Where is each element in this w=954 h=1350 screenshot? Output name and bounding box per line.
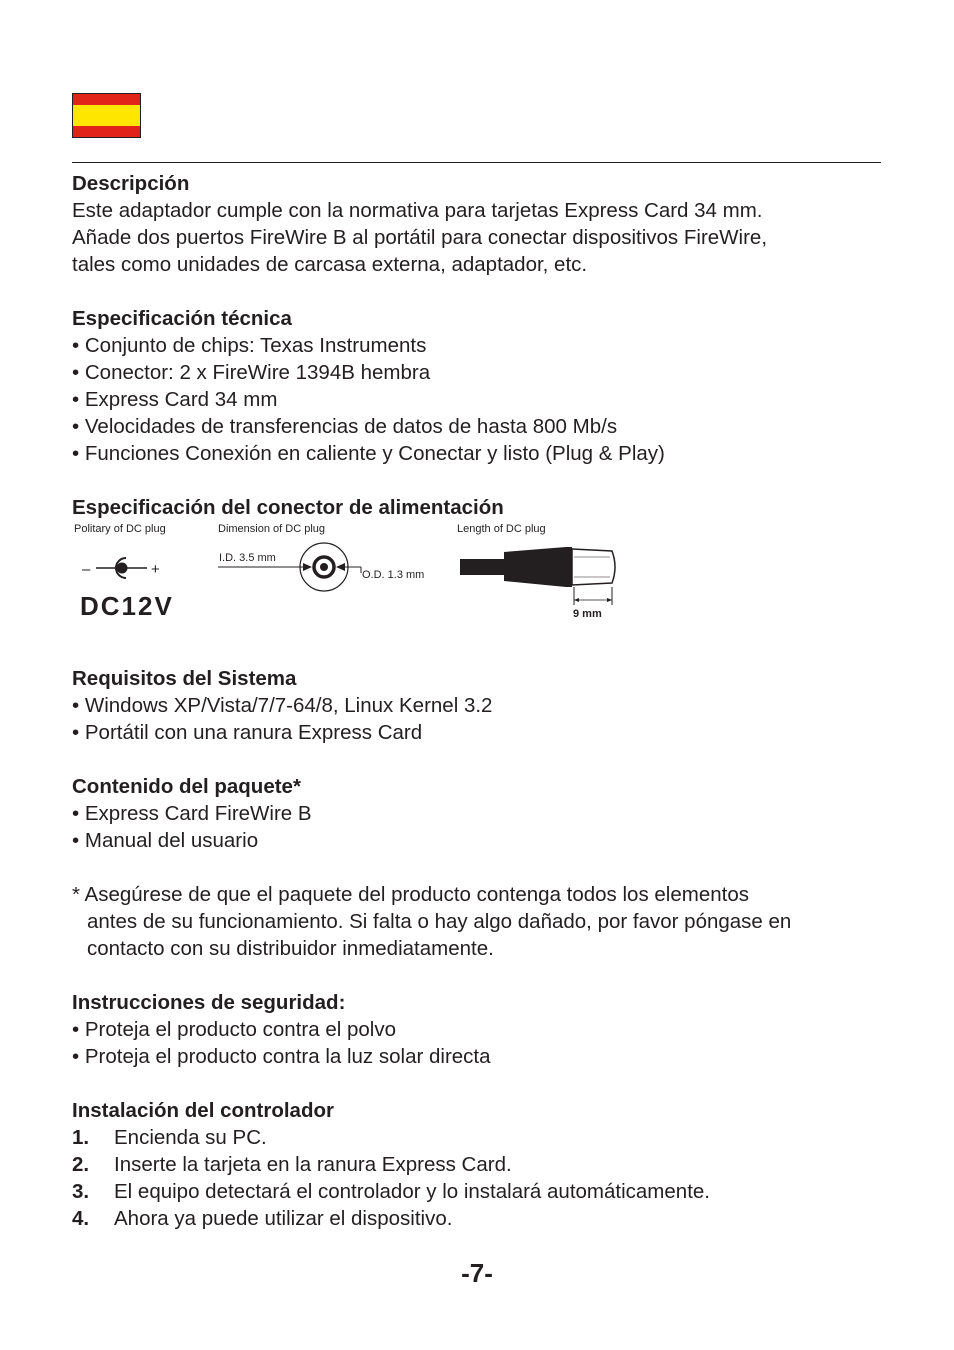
step-number: 2. bbox=[72, 1153, 90, 1176]
contenido-item: • Manual del usuario bbox=[72, 829, 259, 852]
polarity-plus: + bbox=[151, 561, 160, 578]
plug-dimension-icon bbox=[218, 543, 424, 591]
spec-item: • Express Card 34 mm bbox=[72, 388, 278, 411]
contenido-heading: Contenido del paquete* bbox=[72, 775, 301, 798]
requisito-item: • Windows XP/Vista/7/7-64/8, Linux Kernel 3.2 bbox=[72, 694, 493, 717]
spain-flag-icon bbox=[72, 93, 141, 138]
step-text: El equipo detectará el controlador y lo instalará automáticamente. bbox=[114, 1180, 710, 1203]
dc-plug-drawings bbox=[72, 521, 892, 665]
spec-item: • Conector: 2 x FireWire 1394B hembra bbox=[72, 361, 431, 384]
step-number: 3. bbox=[72, 1180, 90, 1203]
nota-line: antes de su funcionamiento. Si falta o hay algo dañado, por favor póngase en bbox=[87, 910, 792, 933]
spec-item: • Velocidades de transferencias de datos de hasta 800 Mb/s bbox=[72, 415, 618, 438]
instalacion-step bbox=[72, 1124, 892, 1151]
instalacion-heading: Instalación del controlador bbox=[72, 1099, 334, 1122]
conector-heading: Especificación del conector de alimentación bbox=[72, 496, 504, 519]
dc-plug-diagram bbox=[72, 521, 892, 665]
polarity-symbol-icon bbox=[82, 558, 160, 578]
instalacion-step bbox=[72, 1205, 892, 1232]
plug-length-icon bbox=[460, 547, 615, 620]
outer-diameter-label: O.D. 1.3 mm bbox=[362, 569, 425, 581]
spec-item: • Funciones Conexión en caliente y Conectar y listo (Plug & Play) bbox=[72, 442, 665, 465]
seguridad-item: • Proteja el producto contra la luz solar directa bbox=[72, 1045, 491, 1068]
polarity-minus: – bbox=[82, 561, 91, 578]
seguridad-heading: Instrucciones de seguridad: bbox=[72, 991, 346, 1014]
step-number: 1. bbox=[72, 1126, 90, 1149]
requisitos-heading: Requisitos del Sistema bbox=[72, 667, 297, 690]
nota-line: * Asegúrese de que el paquete del producto contenga todos los elementos bbox=[72, 883, 749, 906]
spec-item: • Conjunto de chips: Texas Instruments bbox=[72, 334, 427, 357]
header-divider bbox=[72, 162, 881, 163]
step-text: Ahora ya puede utilizar el dispositivo. bbox=[114, 1207, 453, 1230]
descripcion-line: Este adaptador cumple con la normativa para tarjetas Express Card 34 mm. bbox=[72, 199, 763, 222]
descripcion-line: Añade dos puertos FireWire B al portátil para conectar dispositivos FireWire, bbox=[72, 226, 768, 249]
especificacion-heading: Especificación técnica bbox=[72, 307, 292, 330]
dc-voltage-label: DC12V bbox=[80, 591, 174, 621]
instalacion-step bbox=[72, 1178, 892, 1205]
manual-page-content bbox=[72, 170, 892, 1232]
page-number: -7- bbox=[461, 1258, 493, 1288]
plug-length-label: 9 mm bbox=[573, 608, 602, 620]
descripcion-line: tales como unidades de carcasa externa, adaptador, etc. bbox=[72, 253, 588, 276]
step-text: Encienda su PC. bbox=[114, 1126, 267, 1149]
dimension-caption: Dimension of DC plug bbox=[218, 523, 325, 535]
nota-line: contacto con su distribuidor inmediatamente. bbox=[87, 937, 494, 960]
inner-diameter-label: I.D. 3.5 mm bbox=[219, 552, 276, 564]
requisito-item: • Portátil con una ranura Express Card bbox=[72, 721, 423, 744]
instalacion-step bbox=[72, 1151, 892, 1178]
step-text: Inserte la tarjeta en la ranura Express Card. bbox=[114, 1153, 512, 1176]
step-number: 4. bbox=[72, 1207, 90, 1230]
contenido-item: • Express Card FireWire B bbox=[72, 802, 312, 825]
length-caption: Length of DC plug bbox=[457, 523, 546, 535]
seguridad-item: • Proteja el producto contra el polvo bbox=[72, 1018, 396, 1041]
descripcion-heading: Descripción bbox=[72, 172, 190, 195]
polarity-caption: Politary of DC plug bbox=[74, 523, 166, 535]
